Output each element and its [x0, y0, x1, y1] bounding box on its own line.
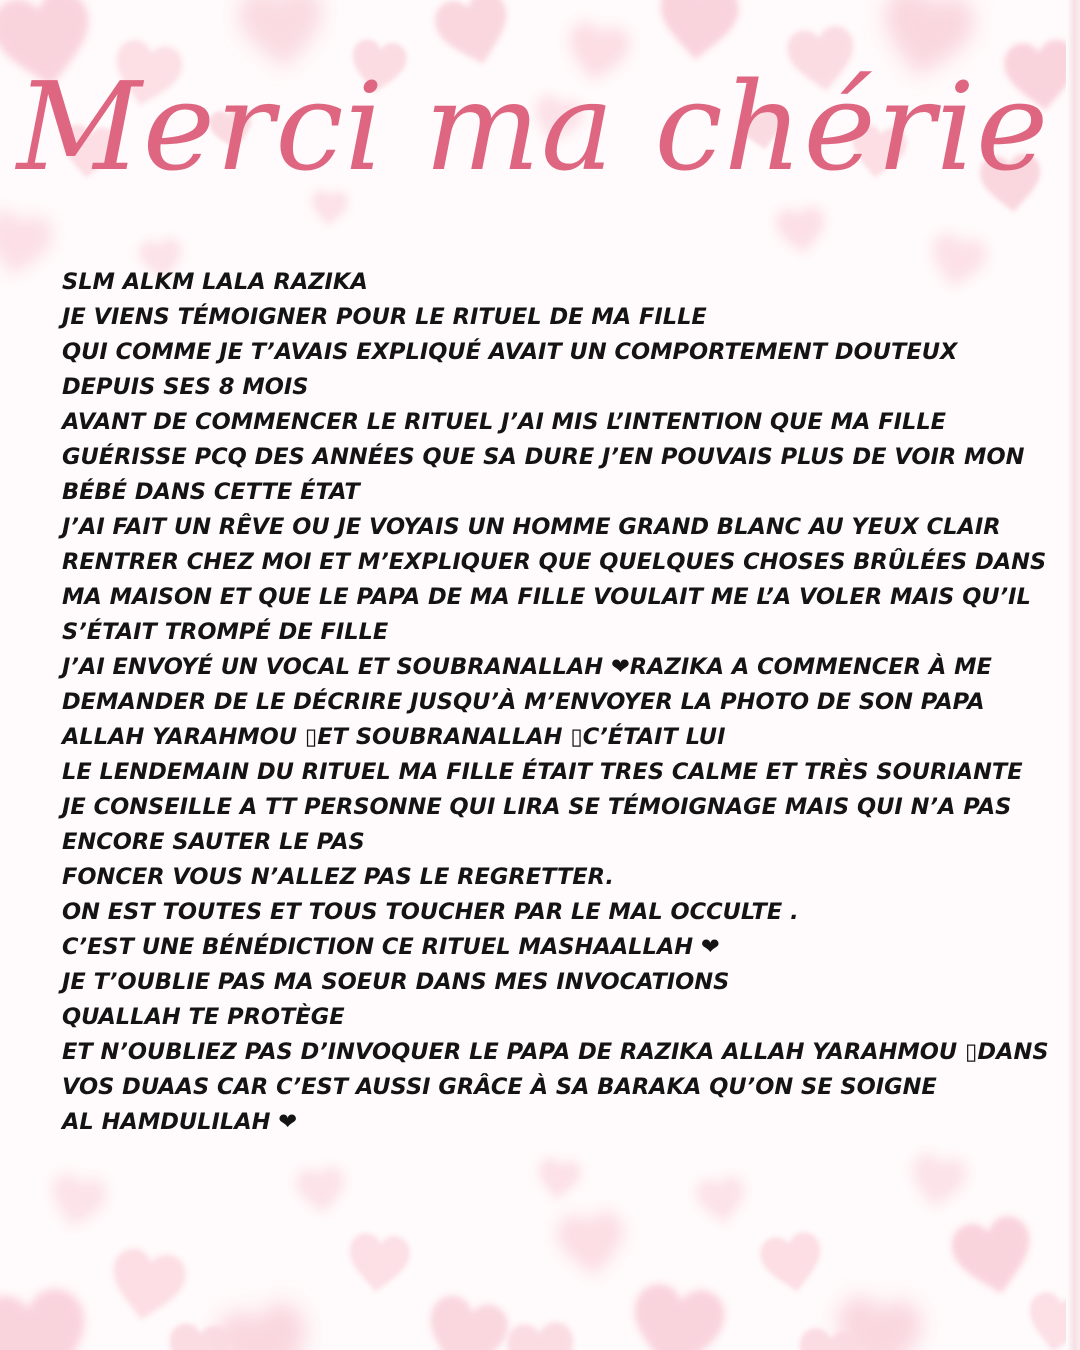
- message-line: VOS DUAAS CAR C’EST AUSSI GRÂCE À SA BARAKA QU’ON SE SOIGNE: [62, 1074, 937, 1100]
- message-line: ET N’OUBLIEZ PAS D’INVOQUER LE PAPA DE RAZIKA ALLAH YARAHMOU ▯DANS: [62, 1039, 1049, 1065]
- message-line: LE LENDEMAIN DU RITUEL MA FILLE ÉTAIT TRES CALME ET TRÈS SOURIANTE: [62, 759, 1023, 785]
- message-line: J’AI FAIT UN RÊVE OU JE VOYAIS UN HOMME GRAND BLANC AU YEUX CLAIR: [62, 514, 1001, 540]
- message-line: ENCORE SAUTER LE PAS: [62, 829, 365, 855]
- message-line: FONCER VOUS N’ALLEZ PAS LE REGRETTER.: [62, 864, 614, 890]
- message-line: J’AI ENVOYÉ UN VOCAL ET SOUBRANALLAH ❤RAZIKA A COMMENCER À ME: [62, 654, 992, 680]
- message-line: BÉBÉ DANS CETTE ÉTAT: [62, 479, 360, 505]
- message-line: GUÉRISSE PCQ DES ANNÉES QUE SA DURE J’EN POUVAIS PLUS DE VOIR MON: [62, 444, 1025, 470]
- right-edge-strip: [1066, 0, 1080, 1350]
- message-line: SLM ALKM LALA RAZIKA: [62, 269, 368, 295]
- message-line: JE T’OUBLIE PAS MA SOEUR DANS MES INVOCATIONS: [62, 969, 730, 995]
- message-line: MA MAISON ET QUE LE PAPA DE MA FILLE VOULAIT ME L’A VOLER MAIS QU’IL: [62, 584, 1031, 610]
- testimonial-message: [62, 265, 1049, 1140]
- message-line: AL HAMDULILAH ❤: [62, 1109, 298, 1135]
- page-title: Merci ma chérie: [16, 56, 1050, 198]
- message-line: ALLAH YARAHMOU ▯ET SOUBRANALLAH ▯C’ÉTAIT LUI: [62, 724, 726, 750]
- message-line: DEPUIS SES 8 MOIS: [62, 374, 309, 400]
- message-line: AVANT DE COMMENCER LE RITUEL J’AI MIS L’INTENTION QUE MA FILLE: [62, 409, 947, 435]
- message-line: DEMANDER DE LE DÉCRIRE JUSQU’À M’ENVOYER LA PHOTO DE SON PAPA: [62, 689, 985, 715]
- message-line: JE CONSEILLE A TT PERSONNE QUI LIRA SE TÉMOIGNAGE MAIS QUI N’A PAS: [62, 794, 1012, 820]
- message-line: C’EST UNE BÉNÉDICTION CE RITUEL MASHAALLAH ❤: [62, 934, 720, 960]
- message-line: ON EST TOUTES ET TOUS TOUCHER PAR LE MAL OCCULTE .: [62, 899, 799, 925]
- message-line: JE VIENS TÉMOIGNER POUR LE RITUEL DE MA FILLE: [62, 304, 707, 330]
- message-line: QUI COMME JE T’AVAIS EXPLIQUÉ AVAIT UN COMPORTEMENT DOUTEUX: [62, 339, 958, 365]
- message-line: QUALLAH TE PROTÈGE: [62, 1004, 345, 1030]
- message-line: RENTRER CHEZ MOI ET M’EXPLIQUER QUE QUELQUES CHOSES BRÛLÉES DANS: [62, 549, 1047, 575]
- message-line: S’ÉTAIT TROMPÉ DE FILLE: [62, 619, 389, 645]
